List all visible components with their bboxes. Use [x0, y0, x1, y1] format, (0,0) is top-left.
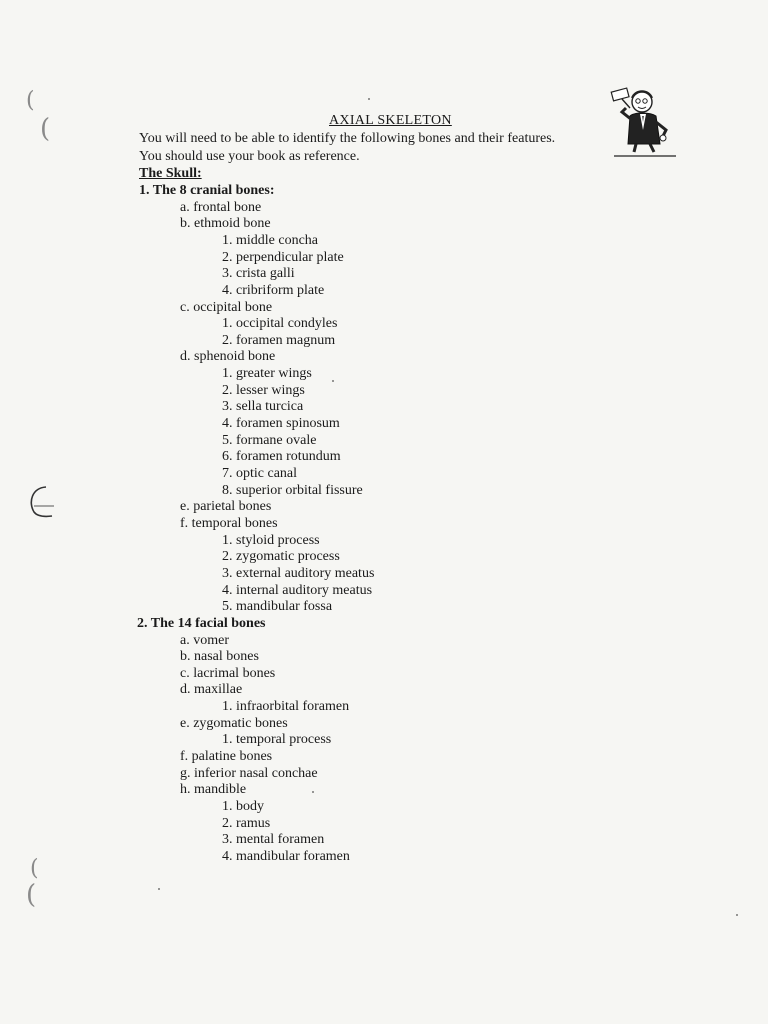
scan-speck — [158, 888, 160, 890]
bone-item: b. ethmoid bone — [180, 216, 271, 231]
bone-feature: 3. external auditory meatus — [222, 566, 375, 581]
bone-feature: 2. perpendicular plate — [222, 250, 344, 265]
scan-speck — [368, 98, 370, 100]
intro-line: You should use your book as reference. — [139, 149, 360, 164]
bone-item: e. zygomatic bones — [180, 716, 288, 731]
bone-feature: 2. ramus — [222, 816, 271, 831]
scan-speck — [312, 791, 314, 793]
bone-feature: 5. formane ovale — [222, 433, 317, 448]
bone-feature: 4. mandibular foramen — [222, 849, 350, 864]
professor-cartoon-icon — [608, 86, 680, 158]
bone-item: g. inferior nasal conchae — [180, 766, 318, 781]
bone-item: c. lacrimal bones — [180, 666, 276, 681]
bone-feature: 4. internal auditory meatus — [222, 583, 373, 598]
bone-feature: 1. infraorbital foramen — [222, 699, 350, 714]
bone-feature: 1. styloid process — [222, 533, 320, 548]
bone-item: f. temporal bones — [180, 516, 278, 531]
bone-feature: 3. crista galli — [222, 266, 295, 281]
bone-item: f. palatine bones — [180, 749, 273, 764]
bone-item: b. nasal bones — [180, 649, 259, 664]
bone-item: e. parietal bones — [180, 499, 272, 514]
bone-feature: 2. zygomatic process — [222, 549, 340, 564]
hole-punch-mark: ( — [40, 114, 51, 144]
scan-speck — [332, 380, 334, 382]
bone-feature: 5. mandibular fossa — [222, 599, 333, 614]
bone-item: d. maxillae — [180, 682, 243, 697]
scan-speck — [736, 914, 738, 916]
bone-item: d. sphenoid bone — [180, 349, 276, 364]
section-heading: 1. The 8 cranial bones: — [139, 183, 275, 198]
bone-feature: 3. mental foramen — [222, 832, 325, 847]
bone-feature: 3. sella turcica — [222, 399, 304, 414]
bone-feature: 7. optic canal — [222, 466, 298, 481]
bone-item: h. mandible — [180, 782, 247, 797]
bone-feature: 1. temporal process — [222, 732, 332, 747]
skull-heading: The Skull: — [139, 166, 202, 181]
intro-line: You will need to be able to identify the following bones and their features. — [139, 131, 556, 146]
bone-feature: 1. greater wings — [222, 366, 312, 381]
bone-feature: 4. foramen spinosum — [222, 416, 340, 431]
bone-feature: 6. foramen rotundum — [222, 449, 341, 464]
bone-item: c. occipital bone — [180, 300, 273, 315]
hole-punch-mark: ( — [26, 880, 37, 910]
bone-feature: 4. cribriform plate — [222, 283, 325, 298]
bone-feature: 1. occipital condyles — [222, 316, 338, 331]
hole-punch-mark: ( — [30, 856, 39, 881]
bone-feature: 1. middle concha — [222, 233, 319, 248]
bone-feature: 8. superior orbital fissure — [222, 483, 363, 498]
section-heading: 2. The 14 facial bones — [137, 616, 266, 631]
bone-item: a. frontal bone — [180, 200, 262, 215]
bone-item: a. vomer — [180, 633, 229, 648]
page-title: AXIAL SKELETON — [329, 113, 452, 128]
bone-feature: 2. lesser wings — [222, 383, 305, 398]
bone-feature: 1. body — [222, 799, 264, 814]
hole-punch-mark: ( — [26, 88, 35, 113]
bone-feature: 2. foramen magnum — [222, 333, 336, 348]
hole-punch-mark — [24, 484, 54, 518]
